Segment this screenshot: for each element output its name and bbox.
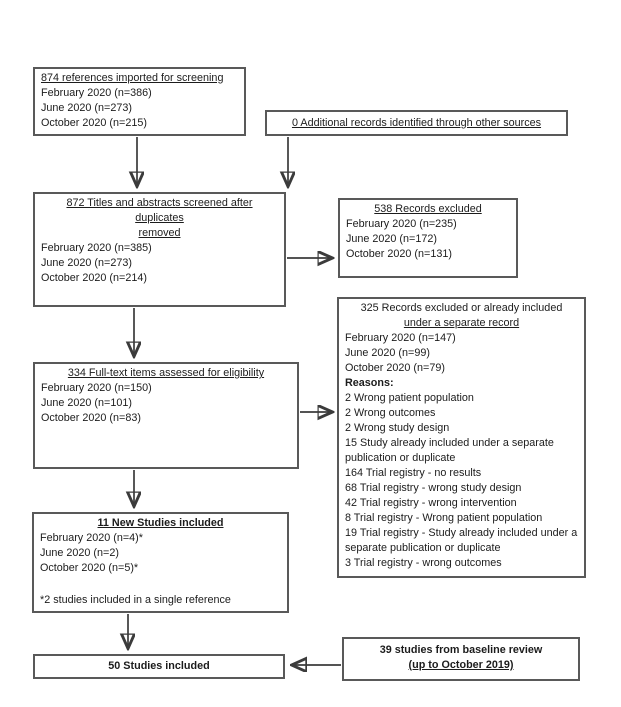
count-line: February 2020 (n=235) (346, 218, 457, 230)
count-line: February 2020 (n=150) (41, 382, 152, 394)
box-full-text-assessed (33, 362, 299, 469)
box-title: 538 Records excluded (374, 203, 482, 215)
reason-item: 19 Trial registry - Study already included under a separate publication or duplicate (345, 527, 578, 554)
box-title-line1: 325 Records excluded or already included (360, 302, 563, 314)
count-line: October 2020 (n=215) (41, 117, 147, 129)
count-line: June 2020 (n=2) (40, 547, 119, 559)
reason-item: 2 Wrong patient population (345, 392, 474, 404)
box-studies-included-50 (33, 654, 285, 679)
count-line: June 2020 (n=172) (346, 233, 437, 245)
reason-item: 8 Trial registry - Wrong patient population (345, 512, 543, 524)
box-records-excluded-325 (337, 297, 586, 578)
count-line: June 2020 (n=99) (345, 347, 430, 359)
reasons-label: Reasons: (345, 377, 394, 389)
reason-item: 68 Trial registry - wrong study design (345, 482, 522, 494)
count-line: February 2020 (n=386) (41, 87, 152, 99)
box-title: 0 Additional records identified through other sources (291, 116, 542, 129)
box-records-excluded-538 (338, 198, 518, 278)
box-title-line1: 872 Titles and abstracts screened after duplicates (66, 197, 253, 224)
box-title-line2: removed (138, 227, 181, 239)
count-line: June 2020 (n=273) (41, 102, 132, 114)
reason-item: 164 Trial registry - no results (345, 467, 482, 479)
box-titles-abstracts-screened (33, 192, 286, 307)
count-line: October 2020 (n=83) (41, 412, 141, 424)
box-references-imported (33, 67, 246, 136)
baseline-line2: (up to October 2019) (408, 659, 514, 671)
reason-item: 2 Wrong study design (345, 422, 450, 434)
box-title-line2: under a separate record (403, 317, 520, 329)
count-line: October 2020 (n=5)* (40, 562, 139, 574)
count-line: October 2020 (n=79) (345, 362, 445, 374)
box-title: 874 references imported for screening (41, 72, 224, 84)
box-new-studies-included (32, 512, 289, 613)
count-line: February 2020 (n=4)* (40, 532, 143, 544)
count-line: June 2020 (n=101) (41, 397, 132, 409)
reason-item: 15 Study already included under a separate publication or duplicate (345, 437, 554, 464)
box-title: 50 Studies included (108, 660, 210, 672)
box-additional-records (265, 110, 568, 136)
box-title: 11 New Studies included (97, 517, 224, 529)
count-line: February 2020 (n=385) (41, 242, 152, 254)
baseline-line1: 39 studies from baseline review (379, 644, 543, 656)
count-line: June 2020 (n=273) (41, 257, 132, 269)
count-line: October 2020 (n=214) (41, 272, 147, 284)
reason-item: 2 Wrong outcomes (345, 407, 436, 419)
box-title: 334 Full-text items assessed for eligibility (67, 367, 265, 379)
count-line: February 2020 (n=147) (345, 332, 456, 344)
reason-item: 3 Trial registry - wrong outcomes (345, 557, 502, 569)
reason-item: 42 Trial registry - wrong intervention (345, 497, 517, 509)
footnote: *2 studies included in a single reference (40, 594, 231, 606)
count-line: October 2020 (n=131) (346, 248, 452, 260)
box-baseline-review (342, 637, 580, 681)
